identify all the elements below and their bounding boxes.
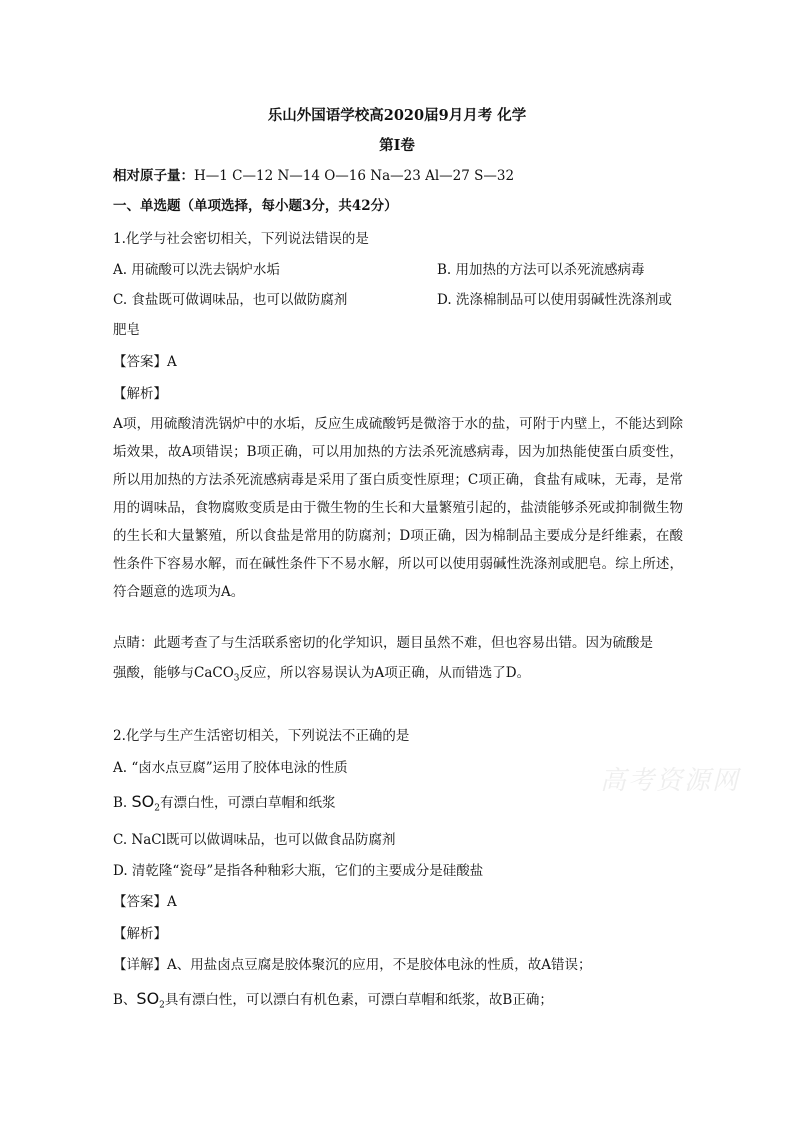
q2-detail-prefix: B、 [113,992,137,1008]
q1-option-a: A. 用硫酸可以洗去锅炉水垢 [113,262,280,278]
q1-stem: 1.化学与社会密切相关，下列说法错误的是 [113,231,369,247]
q1-answer: 【答案】A [113,354,177,370]
q1-option-c: C. 食盐既可做调味品，也可以做防腐剂 [113,292,348,308]
q2-detail-line1: 【详解】A、用盐卤点豆腐是胶体聚沉的应用，不是胶体电泳的性质，故A错误； [113,957,592,973]
q2-option-b-subscript: 2 [154,803,160,814]
q1-note-line2 [113,663,530,689]
atomic-mass-label: 相对原子量： [113,168,194,184]
q1-option-b: B. 用加热的方法可以杀死流感病毒 [437,262,645,278]
q1-note-subscript: 3 [233,673,240,684]
q2-option-a: A. “卤水点豆腐”运用了胶体电泳的性质 [113,760,348,776]
q2-option-b-text: 有漂白性，可漂白草帽和纸浆 [160,795,336,811]
q2-analysis-label: 【解析】 [113,926,167,942]
q2-option-d: D. 清乾隆“瓷母”是指各种釉彩大瓶，它们的主要成分是硅酸盐 [113,863,484,879]
q2-option-c: C. NaCl既可以做调味品，也可以做食品防腐剂 [113,832,396,848]
q1-note-text-a: 强酸，能够与CaCO [113,665,234,681]
watermark: 高考资源网 [600,766,741,796]
atomic-mass-line [113,166,514,186]
q2-detail-formula: SO [136,989,160,1008]
q1-option-d: D. 洗涤棉制品可以使用弱碱性洗涤剂或 [437,292,672,308]
page-title: 乐山外国语学校高2020届9月月考 化学 [267,107,527,124]
q1-option-d-cont: 肥皂 [113,322,140,338]
q2-answer: 【答案】A [113,894,177,910]
q1-analysis-label: 【解析】 [113,386,167,402]
q2-detail-text: 具有漂白性，可以漂白有机色素，可漂白草帽和纸浆，故B正确； [164,992,553,1008]
atomic-mass-values: H—1 C—12 N—14 O—16 Na—23 Al—27 S—32 [194,168,515,184]
q1-analysis: A项，用硫酸清洗锅炉中的水垢，反应生成硫酸钙是微溶于水的盐，可附于内壁上，不能达到除垢效果，故A项错误；B项正确，可以用加热的方法杀死流感病毒，因为加热能使蛋白质变性，所以用加热的方法杀死流感病毒是采用了蛋白质变性原理；C项正确，食盐有咸味，无毒，是常用的调味品，食物腐败变质是由于微生物的生长和大量繁殖引起的，盐渍能够杀死或抑制微生物的生长和大量繁殖，所以食盐是常用的防腐剂；D项正确，因为棉制品主要成分是纤维素，在酸性条件下容易水解，而在碱性条件下不易水解，所以可以使用弱碱性洗涤剂或肥皂。综上所述，符合题意的选项为A。 [113,416,683,600]
q1-note-text-b: 反应，所以容易误认为A项正确，从而错选了D。 [239,665,531,681]
q2-option-b [113,792,336,819]
section-title: 第I卷 [379,137,415,154]
part-heading: 一、单选题（单项选择，每小题3分，共42分） [113,198,398,214]
q2-option-b-prefix: B. [113,795,128,811]
q2-detail-line2 [113,989,553,1016]
q2-detail-subscript: 2 [159,1000,165,1011]
q1-note-line1: 点睛：此题考查了与生活联系密切的化学知识，题目虽然不难，但也容易出错。因为硫酸是 [113,635,653,651]
q2-stem: 2.化学与生产生活密切相关，下列说法不正确的是 [113,728,410,744]
q2-option-b-formula: SO [131,792,155,811]
